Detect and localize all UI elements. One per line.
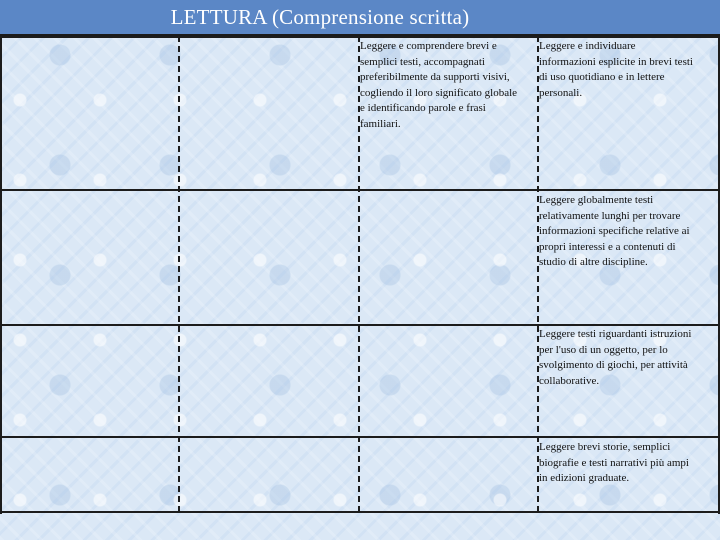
section-title: LETTURA (Comprensione scritta) [170,4,470,29]
table-cell-objective: Leggere brevi storie, semplici biografie e testi narrativi più ampi in edizioni graduate. [539,441,689,484]
table-cell-objective: Leggere globalmente testi relativamente lunghi per trovare informazioni specifiche relative ai propri interessi e a contenuti di studio di altre discipline. [539,194,690,268]
table-cell-objective: Leggere e individuare informazioni esplicite in brevi testi di uso quotidiano e in lettere personali. [539,40,693,99]
table-cell-objective: Leggere testi riguardanti istruzioni per l'uso di un oggetto, per lo svolgimento di giochi, per attività collaborative. [539,328,692,387]
row-divider [0,189,720,191]
row-divider [0,36,720,38]
column-divider [0,36,2,514]
column-divider [178,36,180,514]
row-divider [0,436,720,438]
row-divider [0,324,720,326]
row-divider [0,511,720,513]
objectives-table [0,36,720,540]
table-cell-objective: Leggere e comprendere brevi e semplici testi, accompagnati preferibilmente da supporti visivi, cogliendo il loro significato globale e identificando parole e frasi familiari. [360,40,518,130]
section-header [0,0,720,36]
